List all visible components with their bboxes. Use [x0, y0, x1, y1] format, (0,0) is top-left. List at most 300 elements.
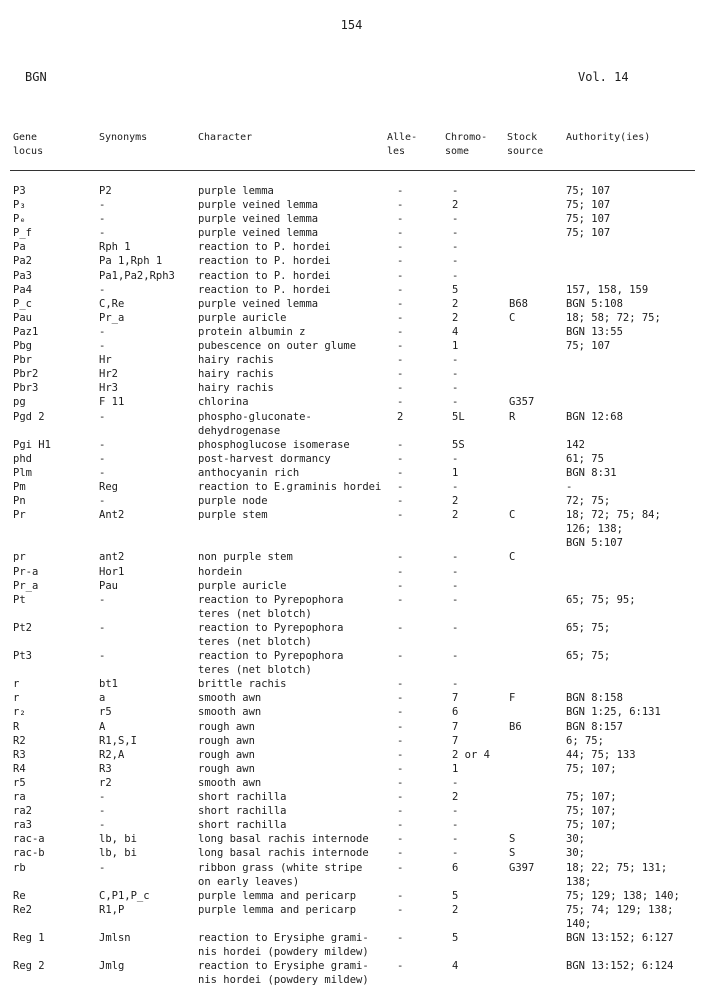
table-cell: -	[397, 805, 404, 818]
table-cell: C	[509, 551, 516, 564]
table-row	[0, 959, 703, 973]
table-cell: Reg 1	[13, 931, 45, 944]
table-cell: 140;	[566, 917, 592, 930]
table-row	[0, 353, 703, 367]
table-cell: reaction to Pyrepophora	[198, 621, 344, 634]
table-row	[0, 198, 703, 212]
table-cell: -	[397, 452, 404, 465]
table-cell: C,Re	[99, 297, 125, 310]
table-cell: rac-b	[13, 847, 45, 860]
table-cell: Pn	[13, 495, 26, 508]
table-row	[0, 184, 703, 198]
table-cell: 5	[452, 889, 459, 902]
table-cell: 75; 107;	[566, 791, 617, 804]
table-cell: 2 or 4	[452, 748, 490, 761]
table-cell: 75; 129; 138; 140;	[566, 889, 680, 902]
table-cell: BGN 1:25, 6:131	[566, 706, 661, 719]
table-cell: smooth awn	[198, 692, 262, 705]
table-cell: -	[397, 255, 404, 268]
table-cell: -	[397, 354, 404, 367]
table-cell: Pbr	[13, 354, 32, 367]
table-cell: -	[99, 227, 106, 240]
table-row	[0, 424, 703, 438]
table-cell: R	[13, 720, 20, 733]
table-cell: -	[397, 762, 404, 775]
table-cell: 30;	[566, 847, 585, 860]
table-cell: Pt	[13, 593, 26, 606]
table-cell: Pₑ	[13, 213, 26, 226]
table-cell: rough awn	[198, 762, 255, 775]
table-cell: Pa2	[13, 255, 32, 268]
table-cell: -	[397, 382, 404, 395]
table-cell: ant2	[99, 551, 125, 564]
table-cell: r₂	[13, 706, 26, 719]
table-row	[0, 522, 703, 536]
table-cell: 5	[452, 931, 459, 944]
table-row	[0, 945, 703, 959]
table-cell: purple veined lemma	[198, 227, 319, 240]
table-cell: 126; 138;	[566, 523, 623, 536]
table-cell: R	[509, 410, 516, 423]
table-row	[0, 720, 703, 734]
table-cell: 142	[566, 438, 585, 451]
table-cell: 2	[452, 311, 459, 324]
table-cell: -	[452, 833, 459, 846]
table-cell: Pm	[13, 480, 26, 493]
table-cell: 30;	[566, 833, 585, 846]
table-cell: ra3	[13, 819, 32, 832]
table-cell: -	[452, 396, 459, 409]
table-cell: on early leaves)	[198, 875, 300, 888]
col-header-alleles: Alle- les	[387, 132, 418, 157]
table-row	[0, 903, 703, 917]
table-cell: 1	[452, 466, 459, 479]
table-cell: -	[99, 495, 106, 508]
table-cell: -	[452, 368, 459, 381]
table-cell: 75; 107;	[566, 805, 617, 818]
table-cell: -	[397, 283, 404, 296]
table-cell: 65; 75;	[566, 621, 611, 634]
table-cell: smooth awn	[198, 776, 262, 789]
table-cell: reaction to Pyrepophora	[198, 650, 344, 663]
table-cell: post-harvest dormancy	[198, 452, 331, 465]
table-cell: R1,P	[99, 903, 125, 916]
table-cell: ra	[13, 791, 26, 804]
table-cell: -	[452, 621, 459, 634]
table-cell: R3	[13, 748, 26, 761]
table-cell: -	[452, 354, 459, 367]
table-row	[0, 621, 703, 635]
table-cell: pubescence on outer glume	[198, 340, 357, 353]
table-cell: -	[397, 903, 404, 916]
table-cell: 138;	[566, 875, 592, 888]
table-cell: -	[452, 579, 459, 592]
table-cell: G397	[509, 861, 535, 874]
table-cell: Re2	[13, 903, 32, 916]
table-cell: -	[397, 678, 404, 691]
table-cell: short rachilla	[198, 805, 287, 818]
table-cell: teres (net blotch)	[198, 636, 312, 648]
table-cell: rb	[13, 861, 26, 874]
running-head-right: Vol. 14	[578, 70, 629, 84]
table-cell: B6	[509, 720, 522, 733]
table-cell: purple lemma and pericarp	[198, 903, 357, 916]
table-cell: 6	[452, 706, 459, 719]
table-cell: reaction to Erysiphe grami-	[198, 960, 369, 973]
table-cell: -	[452, 678, 459, 691]
table-cell: -	[99, 410, 106, 423]
table-cell: r5	[99, 706, 112, 719]
table-cell: 65; 75; 95;	[566, 593, 636, 606]
table-cell: BGN 13:55	[566, 325, 623, 338]
table-cell: 75; 107;	[566, 819, 617, 832]
table-cell: -	[397, 889, 404, 902]
table-cell: F 11	[99, 396, 125, 409]
table-row	[0, 705, 703, 719]
running-head-left: BGN	[25, 70, 47, 84]
table-cell: reaction to P. hordei	[198, 269, 331, 282]
table-cell: reaction to Pyrepophora	[198, 593, 344, 606]
table-cell: 5S	[452, 438, 465, 451]
table-row	[0, 283, 703, 297]
table-row	[0, 410, 703, 424]
table-cell: -	[452, 776, 459, 789]
table-cell: bt1	[99, 678, 118, 691]
table-cell: Pt3	[13, 650, 32, 663]
table-row	[0, 663, 703, 677]
table-cell: -	[397, 565, 404, 578]
table-cell: 7	[452, 720, 459, 733]
table-cell: P_c	[13, 297, 32, 310]
table-cell: 157, 158, 159	[566, 283, 649, 296]
table-cell: purple veined lemma	[198, 297, 319, 310]
table-cell: hairy rachis	[198, 354, 274, 367]
table-cell: short rachilla	[198, 819, 287, 832]
table-cell: rough awn	[198, 734, 255, 747]
table-cell: 18; 22; 75; 131;	[566, 861, 668, 874]
table-row	[0, 311, 703, 325]
table-cell: R1,S,I	[99, 734, 137, 747]
table-row	[0, 325, 703, 339]
table-cell: -	[452, 650, 459, 663]
table-cell: C	[509, 311, 516, 324]
table-cell: r2	[99, 776, 112, 789]
table-row	[0, 367, 703, 381]
table-cell: -	[397, 833, 404, 846]
table-cell: reaction to P. hordei	[198, 241, 331, 254]
table-row	[0, 973, 703, 987]
table-row	[0, 269, 703, 283]
table-cell: 7	[452, 692, 459, 705]
table-cell: Hor1	[99, 565, 125, 578]
page-number: 154	[340, 18, 363, 32]
table-row	[0, 226, 703, 240]
table-cell: purple veined lemma	[198, 213, 319, 226]
table-cell: -	[452, 551, 459, 564]
col-header-gene-locus: Gene locus	[13, 132, 44, 157]
table-cell: Pa4	[13, 283, 32, 296]
table-cell: r	[13, 692, 20, 705]
table-row	[0, 607, 703, 621]
table-cell: 2	[452, 297, 459, 310]
table-row	[0, 832, 703, 846]
table-cell: -	[99, 452, 106, 465]
table-cell: -	[397, 480, 404, 493]
table-row	[0, 212, 703, 226]
table-cell: BGN 13:152; 6:124	[566, 960, 674, 973]
table-cell: 2	[397, 410, 404, 423]
table-cell: hairy rachis	[198, 368, 274, 381]
table-row	[0, 579, 703, 593]
table-cell: -	[99, 791, 106, 804]
table-cell: 72; 75;	[566, 495, 611, 508]
table-cell: -	[397, 734, 404, 747]
table-row	[0, 254, 703, 268]
table-row	[0, 240, 703, 254]
table-cell: Reg	[99, 480, 118, 493]
table-cell: a	[99, 692, 106, 705]
table-row	[0, 565, 703, 579]
table-cell: chlorina	[198, 396, 249, 409]
table-cell: Re	[13, 889, 26, 902]
table-cell: 18; 72; 75; 84;	[566, 509, 661, 522]
table-row	[0, 931, 703, 945]
table-cell: -	[397, 495, 404, 508]
table-row	[0, 748, 703, 762]
table-cell: Pa3	[13, 269, 32, 282]
table-row	[0, 875, 703, 889]
table-cell: P2	[99, 185, 112, 197]
table-row	[0, 297, 703, 311]
table-cell: R4	[13, 762, 26, 775]
table-cell: BGN 13:152; 6:127	[566, 931, 674, 944]
table-cell: R2	[13, 734, 26, 747]
table-cell: purple auricle	[198, 579, 287, 592]
table-cell: anthocyanin rich	[198, 466, 300, 479]
table-cell: non purple stem	[198, 551, 293, 564]
table-cell: protein albumin z	[198, 325, 306, 338]
table-cell: Jmlg	[99, 960, 125, 973]
table-cell: -	[397, 776, 404, 789]
table-cell: -	[452, 269, 459, 282]
col-header-stock-source: Stock source	[507, 132, 544, 157]
table-cell: nis hordei (powdery mildew)	[198, 946, 369, 959]
table-cell: Pr	[13, 509, 26, 522]
table-cell: Jmlsn	[99, 931, 131, 944]
table-cell: -	[397, 593, 404, 606]
table-row	[0, 452, 703, 466]
table-cell: -	[397, 241, 404, 254]
table-cell: 18; 58; 72; 75;	[566, 311, 661, 324]
table-cell: F	[509, 692, 516, 705]
table-cell: 2	[452, 495, 459, 508]
table-cell: 6; 75;	[566, 734, 604, 747]
table-row	[0, 691, 703, 705]
table-cell: lb, bi	[99, 833, 137, 846]
table-cell: long basal rachis internode	[198, 833, 369, 846]
table-cell: -	[99, 621, 106, 634]
table-cell: Pbr3	[13, 382, 39, 395]
table-cell: 75; 74; 129; 138;	[566, 903, 674, 916]
table-cell: 6	[452, 861, 459, 874]
table-cell: S	[509, 833, 516, 846]
table-cell: r	[13, 678, 20, 691]
table-cell: phd	[13, 452, 32, 465]
table-cell: rough awn	[198, 748, 255, 761]
table-cell: -	[452, 480, 459, 493]
table-cell: BGN 12:68	[566, 410, 623, 423]
table-cell: -	[397, 819, 404, 832]
table-cell: brittle rachis	[198, 678, 287, 691]
table-cell: -	[397, 213, 404, 226]
table-cell: G357	[509, 396, 535, 409]
table-cell: 75; 107	[566, 213, 611, 226]
col-header-chromosome: Chromo- some	[445, 132, 488, 157]
table-cell: Hr	[99, 354, 112, 367]
table-cell: 75; 107	[566, 199, 611, 212]
table-cell: 75; 107	[566, 227, 611, 240]
table-cell: r5	[13, 776, 26, 789]
table-row	[0, 917, 703, 931]
header-rule	[10, 170, 695, 171]
table-cell: smooth awn	[198, 706, 262, 719]
table-row	[0, 635, 703, 649]
table-row	[0, 480, 703, 494]
table-cell: -	[397, 368, 404, 381]
table-cell: -	[99, 199, 106, 212]
table-cell: pg	[13, 396, 26, 409]
table-row	[0, 536, 703, 550]
table-row	[0, 861, 703, 875]
table-row	[0, 804, 703, 818]
table-cell: C	[509, 509, 516, 522]
table-row	[0, 339, 703, 353]
table-cell: 2	[452, 903, 459, 916]
gene-table-body	[0, 184, 703, 987]
table-cell: Pa 1,Rph 1	[99, 255, 163, 268]
table-cell: -	[566, 480, 573, 493]
table-cell: -	[397, 509, 404, 522]
table-cell: purple lemma	[198, 185, 274, 197]
table-row	[0, 818, 703, 832]
table-cell: -	[452, 565, 459, 578]
table-cell: -	[452, 255, 459, 268]
table-cell: Pr_a	[13, 579, 39, 592]
table-cell: -	[99, 466, 106, 479]
table-cell: Ant2	[99, 509, 125, 522]
table-cell: -	[397, 551, 404, 564]
table-cell: reaction to E.graminis hordei	[198, 480, 382, 493]
table-cell: ra2	[13, 805, 32, 818]
table-cell: -	[452, 227, 459, 240]
table-cell: -	[452, 593, 459, 606]
table-cell: 4	[452, 325, 459, 338]
table-cell: Pr_a	[99, 311, 125, 324]
table-cell: Pbr2	[13, 368, 39, 381]
table-cell: BGN 8:157	[566, 720, 623, 733]
table-cell: -	[397, 466, 404, 479]
table-row	[0, 438, 703, 452]
table-cell: R3	[99, 762, 112, 775]
table-cell: -	[397, 791, 404, 804]
table-cell: B68	[509, 297, 528, 310]
table-cell: 4	[452, 960, 459, 973]
table-cell: lb, bi	[99, 847, 137, 860]
table-cell: phospho-gluconate-	[198, 410, 312, 423]
table-cell: -	[99, 819, 106, 832]
table-cell: P₃	[13, 199, 26, 212]
table-cell: -	[397, 692, 404, 705]
table-cell: Paz1	[13, 325, 39, 338]
table-cell: -	[397, 396, 404, 409]
table-cell: 44; 75; 133	[566, 748, 636, 761]
table-cell: Reg 2	[13, 960, 45, 973]
table-cell: Pbg	[13, 340, 32, 353]
table-cell: -	[397, 579, 404, 592]
table-cell: -	[452, 847, 459, 860]
table-cell: 1	[452, 340, 459, 353]
table-cell: -	[397, 720, 404, 733]
table-cell: C,P1,P_c	[99, 889, 150, 902]
table-cell: -	[397, 311, 404, 324]
table-cell: ribbon grass (white stripe	[198, 861, 363, 874]
table-cell: -	[99, 861, 106, 874]
table-cell: BGN 8:158	[566, 692, 623, 705]
table-row	[0, 494, 703, 508]
table-row	[0, 593, 703, 607]
table-cell: -	[397, 269, 404, 282]
table-cell: purple lemma and pericarp	[198, 889, 357, 902]
table-cell: teres (net blotch)	[198, 664, 312, 677]
table-cell: long basal rachis internode	[198, 847, 369, 860]
table-cell: reaction to P. hordei	[198, 255, 331, 268]
table-cell: A	[99, 720, 106, 733]
table-row	[0, 762, 703, 776]
table-row	[0, 846, 703, 860]
table-cell: -	[397, 847, 404, 860]
table-cell: purple auricle	[198, 311, 287, 324]
table-cell: nis hordei (powdery mildew)	[198, 974, 369, 987]
table-cell: -	[452, 382, 459, 395]
table-cell: 2	[452, 509, 459, 522]
table-cell: -	[397, 706, 404, 719]
col-header-authority: Authority(ies)	[566, 132, 651, 143]
table-cell: Hr2	[99, 368, 118, 381]
table-cell: 5	[452, 283, 459, 296]
table-cell: -	[397, 650, 404, 663]
col-header-character: Character	[198, 132, 253, 143]
table-cell: Pa	[13, 241, 26, 254]
table-cell: hordein	[198, 565, 243, 578]
table-cell: dehydrogenase	[198, 424, 281, 437]
table-cell: Pgd 2	[13, 410, 45, 423]
table-row	[0, 381, 703, 395]
table-cell: S	[509, 847, 516, 860]
table-cell: -	[397, 861, 404, 874]
table-cell: -	[99, 325, 106, 338]
table-cell: -	[397, 297, 404, 310]
table-row	[0, 550, 703, 564]
table-cell: Pt2	[13, 621, 32, 634]
table-row	[0, 649, 703, 663]
table-cell: teres (net blotch)	[198, 607, 312, 620]
table-row	[0, 508, 703, 522]
table-cell: 2	[452, 791, 459, 804]
table-cell: Plm	[13, 466, 32, 479]
table-cell: -	[397, 931, 404, 944]
table-cell: -	[99, 650, 106, 663]
table-cell: -	[397, 960, 404, 973]
